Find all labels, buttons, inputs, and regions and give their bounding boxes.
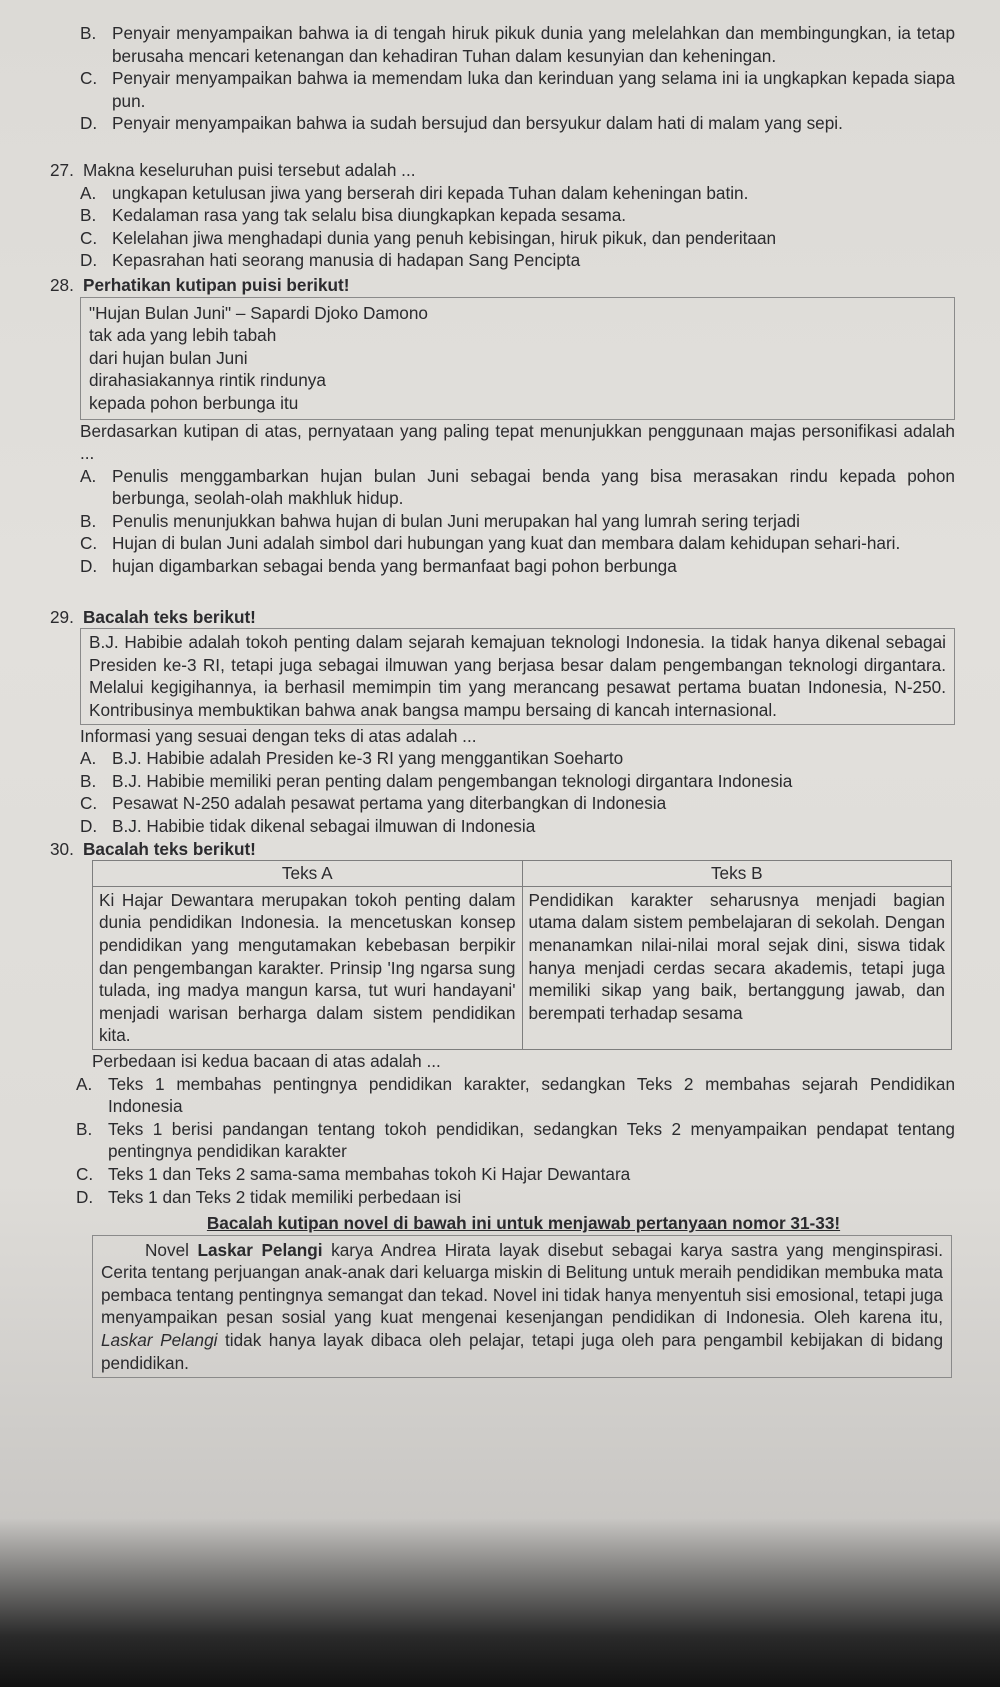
question-prompt: Perbedaan isi kedua bacaan di atas adalah ... (92, 1050, 441, 1071)
option-29-b[interactable] (50, 770, 955, 793)
poem-line: dari hujan bulan Juni (89, 347, 248, 368)
column-header-teks-a: Teks A (93, 861, 523, 887)
option-28-c[interactable] (50, 532, 955, 555)
option-text: Kedalaman rasa yang tak selalu bisa diungkapkan kepada sesama. (112, 205, 627, 226)
option-letter: B. (80, 205, 97, 226)
question-text: Bacalah teks berikut! (83, 606, 256, 627)
option-text: Penyair menyampaikan bahwa ia memendam luka dan kerinduan yang selama ini ia ungkapkan kepada siapa pun. (112, 68, 955, 111)
option-30-c[interactable] (50, 1163, 955, 1186)
option-letter: D. (80, 113, 98, 134)
option-27-d[interactable] (50, 249, 955, 272)
option-letter: D. (80, 556, 98, 577)
novel-text: Novel (145, 1239, 198, 1260)
option-text: Penyair menyampaikan bahwa ia sudah bersujud dan bersyukur dalam hati di malam yang sepi. (112, 113, 843, 134)
option-letter: A. (80, 748, 97, 769)
option-text: hujan digambarkan sebagai benda yang bermanfaat bagi pohon berbunga (112, 556, 677, 577)
question-29 (50, 606, 955, 838)
option-letter: D. (80, 816, 98, 836)
option-letter: D. (76, 1186, 94, 1207)
option-letter: A. (76, 1073, 93, 1094)
option-26-b[interactable] (50, 22, 955, 67)
question-number: 30. (50, 838, 74, 859)
option-letter: C. (80, 793, 98, 814)
option-letter: C. (80, 68, 98, 89)
option-letter: B. (76, 1118, 93, 1139)
option-text: ungkapan ketulusan jiwa yang berserah diri kepada Tuhan dalam keheningan batin. (112, 182, 749, 203)
option-29-d[interactable] (50, 815, 955, 838)
option-text: Pesawat N-250 adalah pesawat pertama yang diterbangkan di Indonesia (112, 793, 667, 814)
option-text: B.J. Habibie adalah Presiden ke-3 RI yang menggantikan Soeharto (112, 748, 624, 769)
option-text: Penulis menggambarkan hujan bulan Juni sebagai benda yang bisa merasakan rindu kepada pohon berbunga, seolah-olah makhluk hidup. (112, 465, 955, 509)
table-row (93, 886, 952, 1049)
option-letter: A. (80, 465, 97, 486)
question-prompt: Informasi yang sesuai dengan teks di atas adalah ... (80, 725, 477, 746)
option-text: Teks 1 dan Teks 2 tidak memiliki perbedaan isi (108, 1186, 462, 1207)
option-letter: B. (80, 510, 97, 531)
question-stem (50, 606, 955, 629)
option-27-a[interactable] (50, 182, 955, 205)
option-27-b[interactable] (50, 204, 955, 227)
question-28 (50, 274, 955, 578)
poem-line: dirahasiakannya rintik rindunya (89, 370, 326, 391)
option-letter: B. (80, 770, 97, 791)
option-29-c[interactable] (50, 792, 955, 815)
option-text: B.J. Habibie memiliki peran penting dalam pengembangan teknologi dirgantara Indonesia (112, 770, 793, 791)
option-text: Penulis menunjukkan bahwa hujan di bulan Juni merupakan hal yang lumrah sering terjadi (112, 510, 800, 531)
option-letter: D. (80, 250, 98, 271)
option-text: Teks 1 berisi pandangan tentang tokoh pendidikan, sedangkan Teks 2 menyampaikan pendapat tentang pentingnya pendidikan karakter (108, 1118, 955, 1162)
option-30-b[interactable] (50, 1118, 955, 1163)
option-29-a[interactable] (50, 747, 955, 770)
novel-section (50, 1212, 955, 1378)
question-number: 28. (50, 274, 74, 295)
question-27 (50, 159, 955, 272)
option-text: Kelelahan jiwa menghadapi dunia yang penuh kebisingan, hiruk pikuk, dan penderitaan (112, 227, 777, 248)
option-27-c[interactable] (50, 227, 955, 250)
question-text: Perhatikan kutipan puisi berikut! (83, 274, 350, 295)
question-30 (50, 838, 955, 1209)
option-letter: C. (76, 1163, 94, 1184)
poem-line: kepada pohon berbunga itu (89, 392, 299, 413)
option-30-d[interactable] (50, 1186, 955, 1209)
poem-box (80, 297, 955, 420)
exam-page (50, 22, 955, 1378)
question-26-options (50, 22, 955, 135)
novel-passage-box (92, 1235, 952, 1379)
teks-b-cell: Pendidikan karakter seharusnya menjadi bagian utama dalam sistem pembelajaran di sekolah. Dengan menanamkan nilai-nilai moral sejak dini, siswa tidak hanya menjadi cerdas secara akademis, tetapi juga memiliki sikap yang baik, bertanggung jawab, dan berempati terhadap sesama (522, 886, 952, 1049)
option-text: Teks 1 dan Teks 2 sama-sama membahas tokoh Ki Hajar Dewantara (108, 1163, 631, 1184)
novel-text: tidak hanya layak dibaca oleh pelajar, tetapi juga oleh para pengambil kebijakan di bidang pendidikan. (101, 1330, 943, 1373)
option-text: Kepasrahan hati seorang manusia di hadapan Sang Pencipta (112, 250, 581, 271)
option-26-c[interactable] (50, 67, 955, 112)
novel-title-italic: Laskar Pelangi (101, 1330, 218, 1351)
option-30-a[interactable] (50, 1073, 955, 1118)
column-header-teks-b: Teks B (522, 861, 952, 887)
option-letter: C. (80, 227, 98, 248)
question-number: 27. (50, 159, 74, 180)
question-text: Bacalah teks berikut! (83, 838, 256, 859)
table-header-row (93, 861, 952, 887)
question-number: 29. (50, 606, 74, 627)
section-heading: Bacalah kutipan novel di bawah ini untuk menjawab pertanyaan nomor 31-33! (206, 1213, 841, 1234)
option-text: Teks 1 membahas pentingnya pendidikan karakter, sedangkan Teks 2 membahas sejarah Pendidikan Indonesia (108, 1073, 955, 1117)
option-text: Hujan di bulan Juni adalah simbol dari hubungan yang kuat dan membara dalam kehidupan sehari-hari. (112, 533, 901, 554)
poem-title: "Hujan Bulan Juni" – Sapardi Djoko Damono (89, 302, 428, 323)
question-stem (50, 274, 955, 297)
option-letter: B. (80, 23, 97, 43)
question-prompt: Berdasarkan kutipan di atas, pernyataan yang paling tepat menunjukkan penggunaan majas personifikasi adalah ... (80, 420, 955, 464)
option-letter: A. (80, 182, 97, 203)
question-stem (50, 159, 955, 182)
question-stem (50, 838, 955, 861)
comparison-table (92, 860, 952, 1050)
option-28-a[interactable] (50, 465, 955, 510)
poem-line: tak ada yang lebih tabah (89, 325, 277, 346)
passage-box: B.J. Habibie adalah tokoh penting dalam sejarah kemajuan teknologi Indonesia. Ia tidak hanya dikenal sebagai Presiden ke-3 RI, tetapi juga sebagai ilmuwan yang berjasa besar dalam pengembangan teknologi dirgantara. Melalui kegigihannya, ia berhasil memimpin tim yang merancang pesawat pertama buatan Indonesia, N-250. Kontribusinya membuktikan bahwa anak bangsa mampu bersaing di kancah internasional. (80, 628, 955, 724)
option-letter: C. (80, 533, 98, 554)
option-28-b[interactable] (50, 510, 955, 533)
question-text: Makna keseluruhan puisi tersebut adalah ... (83, 159, 416, 180)
novel-title-bold: Laskar Pelangi (197, 1239, 323, 1260)
teks-a-cell: Ki Hajar Dewantara merupakan tokoh penting dalam dunia pendidikan Indonesia. Ia mencetuskan konsep pendidikan yang mengutamakan kebebasan berpikir dan pengembangan karakter. Prinsip 'Ing ngarsa sung tulada, ing madya mangun karsa, tut wuri handayani' menjadi warisan berharga dalam sistem pendidikan kita. (93, 886, 523, 1049)
option-text: Penyair menyampaikan bahwa ia di tengah hiruk pikuk dunia yang melelahkan dan membingungkan, ia tetap berusaha mencari ketenangan dan kehadiran Tuhan dalam kesunyian dan keheningan. (112, 23, 955, 66)
novel-text: karya Andrea Hirata layak disebut sebagai karya sastra yang menginspirasi. Cerita tentang perjuangan anak-anak dari keluarga miskin di Belitung untuk meraih pendidikan membuka mata pembaca tentang pentingnya semangat dan tekad. Novel ini tidak hanya menyentuh sisi emosional, tetapi juga menyampaikan pesan sosial yang kuat mengenai kesenjangan pendidikan di Indonesia. Oleh karena itu, (101, 1239, 943, 1328)
option-text: B.J. Habibie tidak dikenal sebagai ilmuwan di Indonesia (112, 816, 536, 836)
option-26-d[interactable] (50, 112, 955, 135)
option-28-d[interactable] (50, 555, 955, 578)
